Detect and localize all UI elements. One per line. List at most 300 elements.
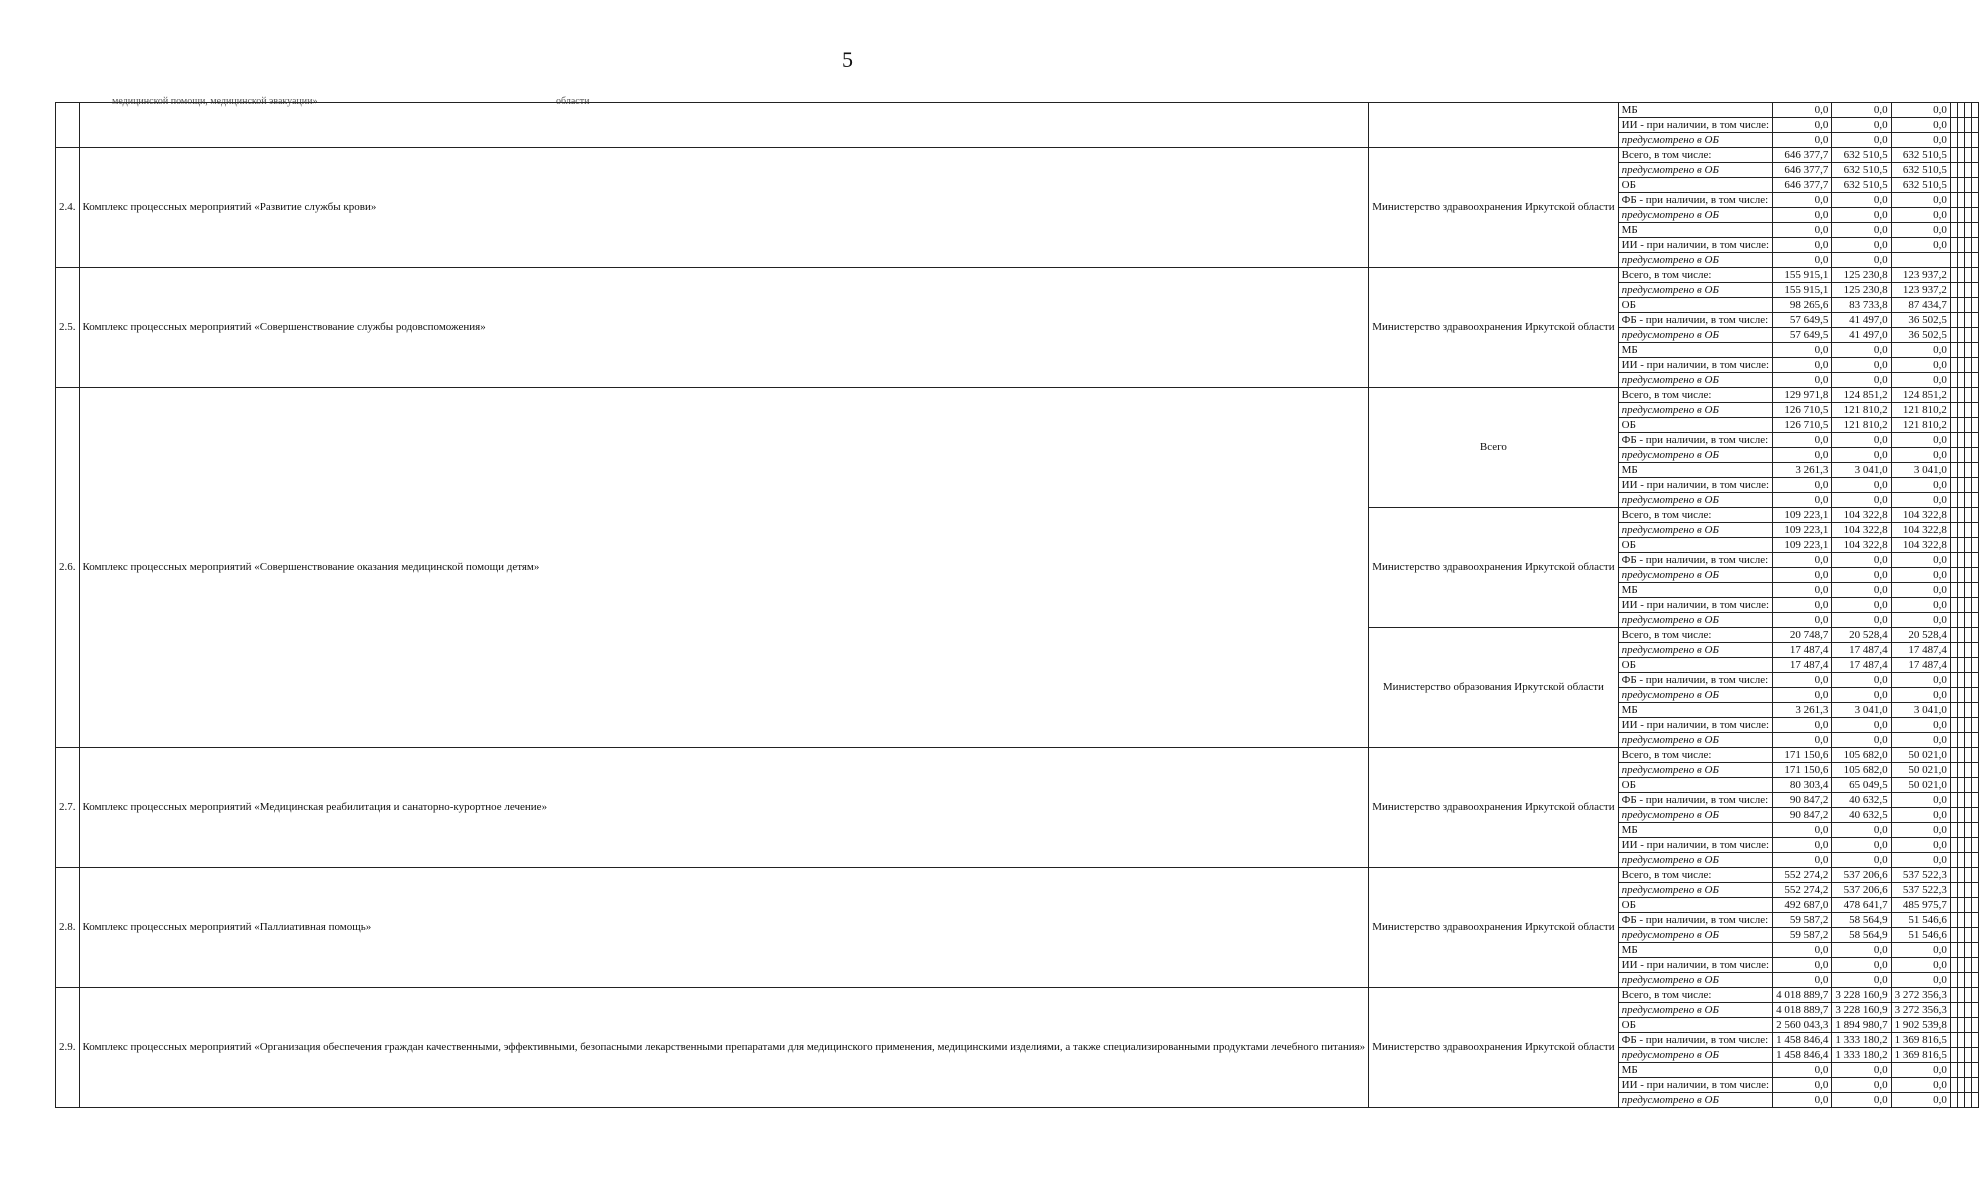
amount-cell-year-1: 80 303,4: [1773, 778, 1832, 793]
table-row: [56, 268, 1979, 283]
amount-cell-year-3: 0,0: [1891, 673, 1950, 688]
amount-cell-year-1: 2 560 043,3: [1773, 1018, 1832, 1033]
responsible-executor-cell: Министерство здравоохранения Иркутской области: [1369, 748, 1618, 868]
empty-cell: [1971, 973, 1978, 988]
funding-source-cell: ФБ - при наличии, в том числе:: [1618, 433, 1772, 448]
amount-cell-year-1: 0,0: [1773, 568, 1832, 583]
amount-cell-year-2: 0,0: [1832, 688, 1891, 703]
amount-cell-year-3: 123 937,2: [1891, 268, 1950, 283]
funding-source-cell: предусмотрено в ОБ: [1618, 568, 1772, 583]
amount-cell-year-2: 0,0: [1832, 838, 1891, 853]
amount-cell-year-3: 3 272 356,3: [1891, 1003, 1950, 1018]
empty-cell: [1971, 718, 1978, 733]
empty-cell: [1971, 148, 1978, 163]
amount-cell-year-1: 0,0: [1773, 223, 1832, 238]
funding-source-cell: ФБ - при наличии, в том числе:: [1618, 313, 1772, 328]
empty-cell: [1957, 118, 1964, 133]
empty-cell: [1950, 133, 1957, 148]
empty-cell: [1964, 478, 1971, 493]
empty-cell: [1950, 613, 1957, 628]
empty-cell: [1964, 103, 1971, 118]
page-number: 5: [842, 47, 853, 72]
amount-cell-year-3: 0,0: [1891, 958, 1950, 973]
empty-cell: [1964, 823, 1971, 838]
funding-source-cell: МБ: [1618, 223, 1772, 238]
empty-cell: [1957, 1063, 1964, 1078]
empty-cell: [1950, 508, 1957, 523]
amount-cell-year-1: 0,0: [1773, 673, 1832, 688]
empty-cell: [1964, 403, 1971, 418]
empty-cell: [1957, 883, 1964, 898]
empty-cell: [1957, 628, 1964, 643]
amount-cell-year-1: 0,0: [1773, 238, 1832, 253]
amount-cell-year-1: 4 018 889,7: [1773, 1003, 1832, 1018]
empty-cell: [1957, 598, 1964, 613]
empty-cell: [1950, 448, 1957, 463]
empty-cell: [1950, 1033, 1957, 1048]
funding-source-cell: ИИ - при наличии, в том числе:: [1618, 718, 1772, 733]
empty-cell: [1964, 358, 1971, 373]
empty-cell: [1964, 1048, 1971, 1063]
empty-cell: [1971, 418, 1978, 433]
empty-cell: [1971, 313, 1978, 328]
item-number-cell: 2.7.: [56, 748, 80, 868]
amount-cell-year-1: 0,0: [1773, 838, 1832, 853]
amount-cell-year-1: 109 223,1: [1773, 523, 1832, 538]
amount-cell-year-3: 0,0: [1891, 838, 1950, 853]
empty-cell: [1964, 553, 1971, 568]
empty-cell: [1950, 388, 1957, 403]
amount-cell-year-1: 129 971,8: [1773, 388, 1832, 403]
amount-cell-year-1: 0,0: [1773, 103, 1832, 118]
empty-cell: [1971, 193, 1978, 208]
item-name-cell: Комплекс процессных мероприятий «Медицинская реабилитация и санаторно-курортное лечение»: [79, 748, 1369, 868]
item-name-cell: Комплекс процессных мероприятий «Совершенствование службы родовспоможения»: [79, 268, 1369, 388]
amount-cell-year-1: 90 847,2: [1773, 793, 1832, 808]
empty-cell: [1971, 1003, 1978, 1018]
empty-cell: [1957, 853, 1964, 868]
empty-cell: [1971, 943, 1978, 958]
empty-cell: [1964, 493, 1971, 508]
amount-cell-year-2: 20 528,4: [1832, 628, 1891, 643]
empty-cell: [1957, 523, 1964, 538]
empty-cell: [1957, 178, 1964, 193]
amount-cell-year-1: 155 915,1: [1773, 283, 1832, 298]
empty-cell: [1950, 778, 1957, 793]
empty-cell: [1971, 133, 1978, 148]
empty-cell: [1957, 463, 1964, 478]
table-row: [56, 868, 1979, 883]
empty-cell: [1950, 628, 1957, 643]
amount-cell-year-2: 3 041,0: [1832, 463, 1891, 478]
amount-cell-year-3: 0,0: [1891, 553, 1950, 568]
empty-cell: [1957, 1003, 1964, 1018]
amount-cell-year-1: 0,0: [1773, 598, 1832, 613]
empty-cell: [1964, 838, 1971, 853]
empty-cell: [1964, 778, 1971, 793]
empty-cell: [1964, 193, 1971, 208]
empty-cell: [1971, 688, 1978, 703]
empty-cell: [1971, 268, 1978, 283]
amount-cell-year-3: 17 487,4: [1891, 643, 1950, 658]
empty-cell: [1957, 1033, 1964, 1048]
funding-source-cell: ОБ: [1618, 298, 1772, 313]
amount-cell-year-1: 126 710,5: [1773, 418, 1832, 433]
empty-cell: [1964, 373, 1971, 388]
empty-cell: [1957, 643, 1964, 658]
empty-cell: [1950, 433, 1957, 448]
empty-cell: [1957, 553, 1964, 568]
empty-cell: [1957, 613, 1964, 628]
amount-cell-year-2: 125 230,8: [1832, 283, 1891, 298]
empty-cell: [1964, 868, 1971, 883]
funding-source-cell: МБ: [1618, 703, 1772, 718]
amount-cell-year-1: 171 150,6: [1773, 763, 1832, 778]
empty-cell: [1964, 883, 1971, 898]
amount-cell-year-2: 1 894 980,7: [1832, 1018, 1891, 1033]
amount-cell-year-2: 83 733,8: [1832, 298, 1891, 313]
amount-cell-year-3: 485 975,7: [1891, 898, 1950, 913]
empty-cell: [1957, 313, 1964, 328]
empty-cell: [1964, 958, 1971, 973]
funding-source-cell: Всего, в том числе:: [1618, 868, 1772, 883]
amount-cell-year-2: 0,0: [1832, 253, 1891, 268]
empty-cell: [1957, 868, 1964, 883]
funding-source-cell: предусмотрено в ОБ: [1618, 973, 1772, 988]
empty-cell: [1964, 748, 1971, 763]
responsible-executor-cell: Министерство здравоохранения Иркутской области: [1369, 268, 1618, 388]
empty-cell: [1971, 523, 1978, 538]
empty-cell: [1971, 118, 1978, 133]
amount-cell-year-3: 0,0: [1891, 1078, 1950, 1093]
empty-cell: [1957, 253, 1964, 268]
empty-cell: [1964, 613, 1971, 628]
empty-cell: [1957, 193, 1964, 208]
empty-cell: [1971, 913, 1978, 928]
amount-cell-year-1: 646 377,7: [1773, 148, 1832, 163]
empty-cell: [1971, 583, 1978, 598]
responsible-executor-cell: Министерство здравоохранения Иркутской области: [1369, 868, 1618, 988]
empty-cell: [1971, 1033, 1978, 1048]
empty-cell: [1950, 958, 1957, 973]
empty-cell: [1950, 703, 1957, 718]
empty-cell: [1957, 568, 1964, 583]
funding-source-cell: МБ: [1618, 1063, 1772, 1078]
amount-cell-year-3: 0,0: [1891, 613, 1950, 628]
empty-cell: [1971, 568, 1978, 583]
empty-cell: [1950, 253, 1957, 268]
funding-source-cell: МБ: [1618, 103, 1772, 118]
empty-cell: [1957, 748, 1964, 763]
empty-cell: [1957, 1048, 1964, 1063]
empty-cell: [1971, 478, 1978, 493]
budget-table: [55, 102, 1979, 1108]
empty-cell: [1950, 1018, 1957, 1033]
empty-cell: [1950, 883, 1957, 898]
amount-cell-year-1: 0,0: [1773, 613, 1832, 628]
empty-cell: [1950, 583, 1957, 598]
funding-source-cell: ОБ: [1618, 658, 1772, 673]
empty-cell: [1964, 208, 1971, 223]
amount-cell-year-3: 0,0: [1891, 718, 1950, 733]
amount-cell-year-2: 478 641,7: [1832, 898, 1891, 913]
amount-cell-year-3: 104 322,8: [1891, 508, 1950, 523]
empty-cell: [1957, 493, 1964, 508]
budget-table-body: [56, 103, 1979, 1108]
empty-cell: [1957, 913, 1964, 928]
funding-source-cell: предусмотрено в ОБ: [1618, 493, 1772, 508]
empty-cell: [1964, 223, 1971, 238]
amount-cell-year-3: 0,0: [1891, 223, 1950, 238]
amount-cell-year-1: 17 487,4: [1773, 658, 1832, 673]
amount-cell-year-3: 0,0: [1891, 1063, 1950, 1078]
funding-source-cell: ОБ: [1618, 538, 1772, 553]
amount-cell-year-1: 59 587,2: [1773, 928, 1832, 943]
empty-cell: [1964, 1018, 1971, 1033]
empty-cell: [1950, 208, 1957, 223]
empty-cell: [1964, 178, 1971, 193]
empty-cell: [1964, 658, 1971, 673]
empty-cell: [1971, 763, 1978, 778]
amount-cell-year-1: 0,0: [1773, 1063, 1832, 1078]
empty-cell: [1950, 223, 1957, 238]
amount-cell-year-3: 0,0: [1891, 793, 1950, 808]
empty-cell: [1950, 1048, 1957, 1063]
amount-cell-year-2: 0,0: [1832, 1093, 1891, 1108]
amount-cell-year-3: 104 322,8: [1891, 538, 1950, 553]
amount-cell-year-1: 155 915,1: [1773, 268, 1832, 283]
funding-source-cell: предусмотрено в ОБ: [1618, 928, 1772, 943]
empty-cell: [1950, 793, 1957, 808]
amount-cell-year-2: 0,0: [1832, 733, 1891, 748]
empty-cell: [1964, 538, 1971, 553]
empty-cell: [1950, 973, 1957, 988]
funding-source-cell: предусмотрено в ОБ: [1618, 1003, 1772, 1018]
empty-cell: [1950, 193, 1957, 208]
amount-cell-year-1: 0,0: [1773, 448, 1832, 463]
funding-source-cell: предусмотрено в ОБ: [1618, 283, 1772, 298]
empty-cell: [1957, 388, 1964, 403]
amount-cell-year-2: 0,0: [1832, 613, 1891, 628]
funding-source-cell: Всего, в том числе:: [1618, 988, 1772, 1003]
empty-cell: [1950, 103, 1957, 118]
empty-cell: [1957, 763, 1964, 778]
amount-cell-year-2: 121 810,2: [1832, 418, 1891, 433]
funding-source-cell: предусмотрено в ОБ: [1618, 688, 1772, 703]
empty-cell: [1950, 688, 1957, 703]
empty-cell: [1971, 328, 1978, 343]
funding-source-cell: ИИ - при наличии, в том числе:: [1618, 598, 1772, 613]
empty-cell: [1957, 823, 1964, 838]
amount-cell-year-2: 0,0: [1832, 1063, 1891, 1078]
empty-cell: [1957, 448, 1964, 463]
funding-source-cell: предусмотрено в ОБ: [1618, 613, 1772, 628]
empty-cell: [1950, 808, 1957, 823]
empty-cell: [1957, 283, 1964, 298]
item-number-cell: 2.8.: [56, 868, 80, 988]
amount-cell-year-1: 171 150,6: [1773, 748, 1832, 763]
amount-cell-year-1: 0,0: [1773, 433, 1832, 448]
amount-cell-year-2: 125 230,8: [1832, 268, 1891, 283]
empty-cell: [1964, 238, 1971, 253]
amount-cell-year-2: 0,0: [1832, 958, 1891, 973]
empty-cell: [1964, 808, 1971, 823]
amount-cell-year-2: 0,0: [1832, 493, 1891, 508]
empty-cell: [1971, 1078, 1978, 1093]
amount-cell-year-1: 20 748,7: [1773, 628, 1832, 643]
amount-cell-year-2: 3 041,0: [1832, 703, 1891, 718]
empty-cell: [1950, 718, 1957, 733]
amount-cell-year-1: 57 649,5: [1773, 313, 1832, 328]
empty-cell: [1950, 673, 1957, 688]
funding-source-cell: предусмотрено в ОБ: [1618, 373, 1772, 388]
empty-cell: [1971, 733, 1978, 748]
empty-cell: [1957, 1018, 1964, 1033]
empty-cell: [1971, 208, 1978, 223]
amount-cell-year-1: 0,0: [1773, 358, 1832, 373]
empty-cell: [1971, 778, 1978, 793]
amount-cell-year-2: 121 810,2: [1832, 403, 1891, 418]
amount-cell-year-3: 632 510,5: [1891, 163, 1950, 178]
empty-cell: [1957, 898, 1964, 913]
empty-cell: [1950, 643, 1957, 658]
amount-cell-year-3: 50 021,0: [1891, 748, 1950, 763]
table-row: [56, 988, 1979, 1003]
empty-cell: [1964, 463, 1971, 478]
empty-cell: [1964, 388, 1971, 403]
amount-cell-year-2: 1 333 180,2: [1832, 1033, 1891, 1048]
amount-cell-year-1: 0,0: [1773, 133, 1832, 148]
amount-cell-year-3: 17 487,4: [1891, 658, 1950, 673]
empty-cell: [1957, 658, 1964, 673]
amount-cell-year-1: 0,0: [1773, 253, 1832, 268]
funding-source-cell: Всего, в том числе:: [1618, 508, 1772, 523]
empty-cell: [1964, 703, 1971, 718]
empty-cell: [1950, 118, 1957, 133]
empty-cell: [1971, 538, 1978, 553]
empty-cell: [1957, 373, 1964, 388]
responsible-executor-cell: Министерство здравоохранения Иркутской области: [1369, 988, 1618, 1108]
empty-cell: [1964, 433, 1971, 448]
amount-cell-year-2: 0,0: [1832, 223, 1891, 238]
empty-cell: [1964, 328, 1971, 343]
empty-cell: [1971, 793, 1978, 808]
empty-cell: [1971, 658, 1978, 673]
funding-source-cell: МБ: [1618, 343, 1772, 358]
funding-source-cell: Всего, в том числе:: [1618, 628, 1772, 643]
amount-cell-year-2: 632 510,5: [1832, 163, 1891, 178]
empty-cell: [1964, 973, 1971, 988]
cut-off-name-text: медицинской помощи, медицинской эвакуации»: [112, 96, 318, 107]
empty-cell: [1950, 1093, 1957, 1108]
empty-cell: [1957, 583, 1964, 598]
funding-source-cell: предусмотрено в ОБ: [1618, 163, 1772, 178]
amount-cell-year-2: 0,0: [1832, 718, 1891, 733]
empty-cell: [1964, 763, 1971, 778]
item-number-cell: 2.6.: [56, 388, 80, 748]
empty-cell: [1957, 703, 1964, 718]
funding-source-cell: МБ: [1618, 823, 1772, 838]
amount-cell-year-2: 0,0: [1832, 448, 1891, 463]
empty-cell: [1950, 943, 1957, 958]
empty-cell: [1957, 208, 1964, 223]
empty-cell: [1971, 1018, 1978, 1033]
empty-cell: [1950, 538, 1957, 553]
amount-cell-year-2: 0,0: [1832, 343, 1891, 358]
empty-cell: [1964, 1078, 1971, 1093]
amount-cell-year-2: 632 510,5: [1832, 178, 1891, 193]
amount-cell-year-1: 0,0: [1773, 733, 1832, 748]
empty-cell: [1971, 373, 1978, 388]
amount-cell-year-2: 58 564,9: [1832, 928, 1891, 943]
funding-source-cell: ОБ: [1618, 418, 1772, 433]
empty-cell: [1950, 868, 1957, 883]
empty-cell: [1950, 928, 1957, 943]
empty-cell: [1971, 238, 1978, 253]
amount-cell-year-3: 0,0: [1891, 373, 1950, 388]
responsible-executor-cell: Всего: [1369, 388, 1618, 508]
amount-cell-year-3: 0,0: [1891, 133, 1950, 148]
funding-source-cell: Всего, в том числе:: [1618, 268, 1772, 283]
amount-cell-year-2: 124 851,2: [1832, 388, 1891, 403]
funding-source-cell: предусмотрено в ОБ: [1618, 208, 1772, 223]
empty-cell: [1957, 808, 1964, 823]
empty-cell: [1964, 1063, 1971, 1078]
empty-cell: [1971, 988, 1978, 1003]
funding-source-cell: ФБ - при наличии, в том числе:: [1618, 553, 1772, 568]
amount-cell-year-2: 40 632,5: [1832, 808, 1891, 823]
amount-cell-year-3: 0,0: [1891, 238, 1950, 253]
amount-cell-year-3: 36 502,5: [1891, 313, 1950, 328]
amount-cell-year-3: 36 502,5: [1891, 328, 1950, 343]
amount-cell-year-3: 124 851,2: [1891, 388, 1950, 403]
empty-cell: [1957, 148, 1964, 163]
empty-cell: [1950, 568, 1957, 583]
empty-cell: [1957, 538, 1964, 553]
amount-cell-year-3: 0,0: [1891, 808, 1950, 823]
amount-cell-year-2: 17 487,4: [1832, 658, 1891, 673]
empty-cell: [1971, 298, 1978, 313]
empty-cell: [1964, 313, 1971, 328]
empty-cell: [1971, 508, 1978, 523]
amount-cell-year-3: 1 369 816,5: [1891, 1048, 1950, 1063]
amount-cell-year-3: 87 434,7: [1891, 298, 1950, 313]
empty-cell: [1957, 103, 1964, 118]
item-name-cell: Комплекс процессных мероприятий «Паллиативная помощь»: [79, 868, 1369, 988]
amount-cell-year-1: 98 265,6: [1773, 298, 1832, 313]
amount-cell-year-3: 0,0: [1891, 598, 1950, 613]
amount-cell-year-2: 104 322,8: [1832, 538, 1891, 553]
amount-cell-year-3: 0,0: [1891, 853, 1950, 868]
funding-source-cell: ФБ - при наличии, в том числе:: [1618, 673, 1772, 688]
funding-source-cell: ИИ - при наличии, в том числе:: [1618, 238, 1772, 253]
amount-cell-year-3: 0,0: [1891, 823, 1950, 838]
empty-cell: [1957, 838, 1964, 853]
amount-cell-year-2: 0,0: [1832, 568, 1891, 583]
empty-cell: [1950, 298, 1957, 313]
amount-cell-year-2: 41 497,0: [1832, 313, 1891, 328]
funding-source-cell: предусмотрено в ОБ: [1618, 253, 1772, 268]
empty-cell: [1964, 793, 1971, 808]
funding-source-cell: предусмотрено в ОБ: [1618, 448, 1772, 463]
empty-cell: [1971, 928, 1978, 943]
amount-cell-year-1: 0,0: [1773, 208, 1832, 223]
empty-cell: [1950, 1078, 1957, 1093]
funding-source-cell: ОБ: [1618, 1018, 1772, 1033]
empty-cell: [1964, 643, 1971, 658]
funding-source-cell: ФБ - при наличии, в том числе:: [1618, 1033, 1772, 1048]
amount-cell-year-2: 0,0: [1832, 973, 1891, 988]
